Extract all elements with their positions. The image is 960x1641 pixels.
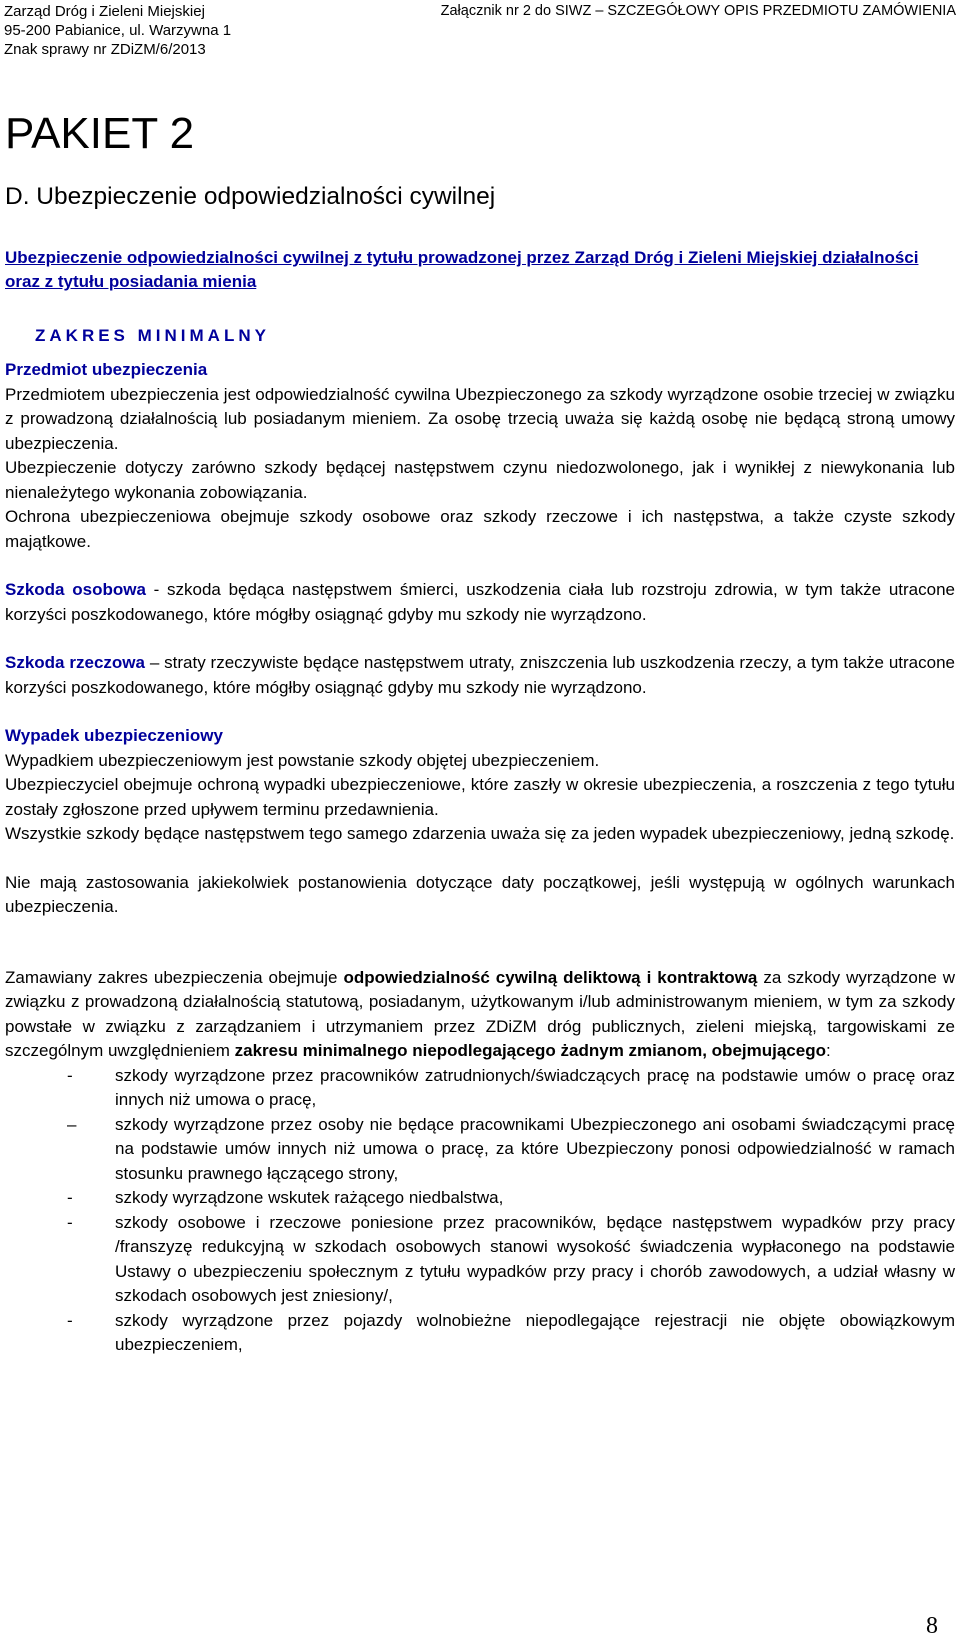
property-damage-definition — [5, 651, 955, 700]
scope-text-1: Zamawiany zakres ubezpieczenia obejmuje — [5, 967, 344, 987]
scope-text-3: : — [825, 1041, 831, 1060]
list-item-text: szkody wyrządzone przez osoby nie będące pracownikami Ubezpieczonego ani osobami świadczącymi pracę na podstawie umów innych niż umowa o pracę, za które Ubezpieczony ponosi odpowiedzialność w ramach stosunku prawnego łączącego strony, — [115, 1114, 955, 1183]
list-item-text: szkody wyrządzone przez pracowników zatrudnionych/świadczących pracę na podstawie umów o pracę oraz innych niż umowa o pracę, — [115, 1065, 955, 1109]
header-attachment-title: Załącznik nr 2 do SIWZ – SZCZEGÓŁOWY OPIS PRZEDMIOTU ZAMÓWIENIA — [440, 3, 956, 19]
list-dash: - — [67, 1310, 73, 1330]
package-title: PAKIET 2 — [5, 109, 195, 158]
subject-paragraph-3: Ochrona ubezpieczeniowa obejmuje szkody osobowe oraz szkody rzeczowe i ich następstwa, a także czyste szkody majątkowe. — [5, 507, 955, 551]
subject-paragraph-2: Ubezpieczenie dotyczy zarówno szkody będącej następstwem czynu niedozwolonego, jak i wynikłej z niewykonania lub nienależytego wykonania zobowiązania. — [5, 458, 955, 502]
list-item-text: szkody wyrządzone przez pojazdy wolnobieżne niepodlegające rejestracji nie objęte obowiązkowym ubezpieczeniem, — [115, 1310, 955, 1354]
insurance-event-paragraph-3: Wszystkie szkody będące następstwem tego samego zdarzenia uważa się za jeden wypadek ubezpieczeniowy, jedną szkodę. — [5, 824, 955, 843]
scope-text-2: za szkody wyrządzone w związku z prowadzoną działalnością statutową, posiadanym, użytkowanym i/lub administrowanym mieniem, w tym za szkody powstałe w związku z zarządzaniem i utrzymaniem przez ZDiZM dróg publicznych, zieleni miejską, targowiskami ze szczególnym uwzględnieniem — [5, 967, 956, 1060]
personal-damage-term: Szkoda osobowa — [5, 580, 146, 599]
personal-damage-definition — [5, 578, 955, 627]
header-org-name: Zarząd Dróg i Zieleni Miejskiej — [4, 3, 205, 20]
scope-bold-1: odpowiedzialność cywilną deliktową i kontraktową — [343, 967, 758, 987]
personal-damage-text: - szkoda będąca następstwem śmierci, uszkodzenia ciała lub rozstroju zdrowia, w tym także utracone korzyści poszkodowanego, które mógłby osiągnąć gdyby mu szkody nie wyrządzono. — [5, 580, 955, 624]
list-dash: – — [67, 1114, 77, 1134]
minimum-scope-heading: ZAKRES MINIMALNY — [35, 326, 270, 345]
insurance-event-heading: Wypadek ubezpieczeniowy — [5, 726, 223, 745]
page-number: 8 — [926, 1613, 938, 1639]
list-dash: - — [67, 1065, 73, 1085]
list-dash: - — [67, 1188, 73, 1207]
insurance-subject-heading: Ubezpieczenie odpowiedzialności cywilnej z tytułu prowadzonej przez Zarząd Dróg i Zieleni Miejskiej działalności oraz z tytułu posiadania mienia — [5, 248, 919, 291]
insurance-event-paragraph-1: Wypadkiem ubezpieczeniowym jest powstanie szkody objętej ubezpieczeniem. — [5, 750, 600, 770]
insurance-event-paragraph-2: Ubezpieczyciel obejmuje ochroną wypadki ubezpieczeniowe, które zaszły w okresie ubezpieczenia, a roszczenia z tego tytułu zostały zgłoszone przed upływem terminu przedawnienia. — [5, 775, 955, 819]
list-item — [5, 1113, 955, 1187]
subject-heading: Przedmiot ubezpieczenia — [5, 360, 208, 379]
document-body — [5, 358, 955, 1358]
page-header — [4, 2, 956, 62]
header-case-number: Znak sprawy nr ZDiZM/6/2013 — [4, 41, 206, 58]
scope-list — [5, 1064, 955, 1358]
list-item — [5, 1186, 955, 1211]
header-address — [4, 2, 231, 59]
start-date-clause: Nie mają zastosowania jakiekolwiek postanowienia dotyczące daty początkowej, jeśli występują w ogólnych warunkach ubezpieczenia. — [5, 872, 955, 916]
header-org-address: 95-200 Pabianice, ul. Warzywna 1 — [4, 22, 232, 39]
property-damage-term: Szkoda rzeczowa — [5, 653, 145, 672]
section-title: D. Ubezpieczenie odpowiedzialności cywilnej — [5, 183, 496, 210]
subject-paragraph-1: Przedmiotem ubezpieczenia jest odpowiedzialność cywilna Ubezpieczonego za szkody wyrządzone osobie trzeciej w związku z prowadzoną działalnością lub posiadanym mieniem. Za osobę trzecią uważa się każdą osobę nie będącą stroną umowy ubezpieczenia. — [5, 384, 955, 453]
property-damage-text: – straty rzeczywiste będące następstwem utraty, zniszczenia lub uszkodzenia rzeczy, a tym także utracone korzyści poszkodowanego, które mógłby osiągnąć gdyby mu szkody nie wyrządzono. — [5, 653, 955, 697]
list-item — [5, 1309, 955, 1358]
list-item-text: szkody osobowe i rzeczowe poniesione przez pracowników, będące następstwem wypadków przy pracy /franszyzę redukcyjną w szkodach osobowych stanowi wysokość świadczenia wypłaconego na podstawie Ustawy o ubezpieczeniu społecznym z tytułu wypadków przy pracy i chorób zawodowych, a udział własny w szkodach osobowych jest zniesiony/, — [115, 1212, 955, 1305]
list-dash: - — [67, 1212, 73, 1232]
list-item — [5, 1211, 955, 1309]
list-item — [5, 1064, 955, 1113]
scope-bold-2: zakresu minimalnego niepodlegającego żadnym zmianom, obejmującego — [234, 1041, 826, 1060]
list-item-text: szkody wyrządzone wskutek rażącego niedbalstwa, — [115, 1188, 504, 1207]
ordered-scope-paragraph — [5, 966, 955, 1064]
